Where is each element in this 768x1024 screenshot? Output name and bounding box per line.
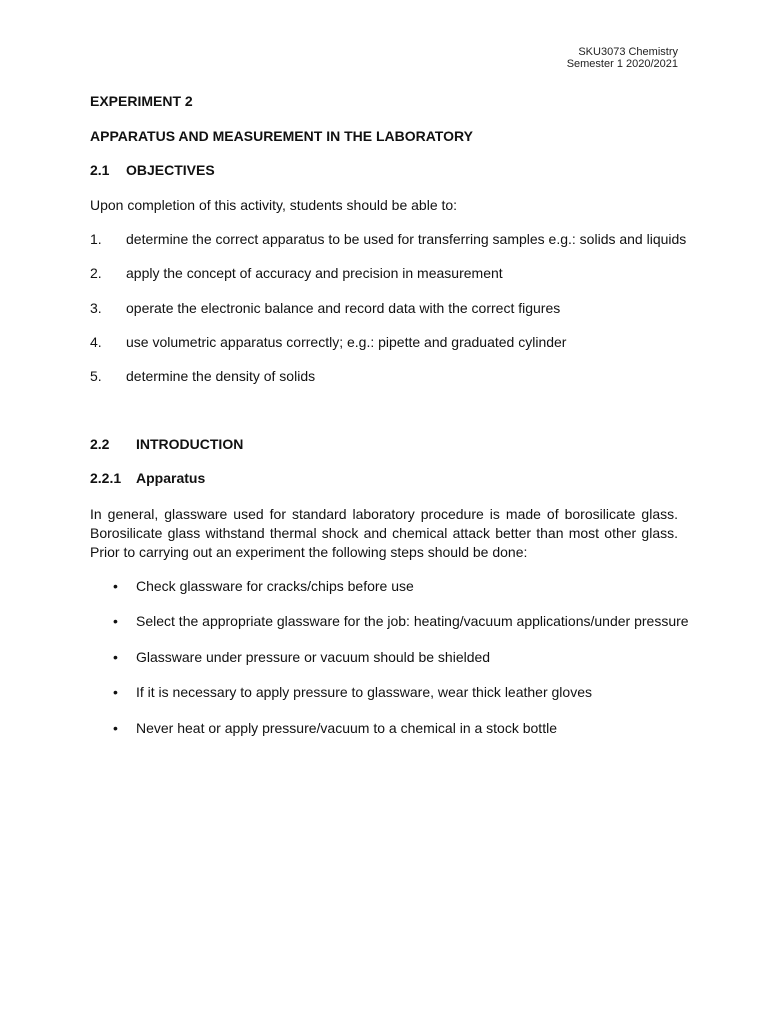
bullet-icon: • [113,578,118,594]
list-item-number: 4. [90,334,102,350]
page-header [567,46,678,70]
apparatus-heading: Apparatus [136,470,206,486]
list-item: determine the correct apparatus to be used for transferring samples e.g.: solids and liquids [126,231,687,247]
list-item: Check glassware for cracks/chips before use [136,578,414,594]
list-item: determine the density of solids [126,368,316,384]
semester-label: Semester 1 2020/2021 [566,58,678,70]
bullet-icon: • [113,649,118,665]
list-item: If it is necessary to apply pressure to glassware, wear thick leather gloves [136,684,592,700]
experiment-subtitle: APPARATUS AND MEASUREMENT IN THE LABORATORY [90,128,473,144]
list-item: apply the concept of accuracy and precision in measurement [126,265,503,281]
list-item: Select the appropriate glassware for the job: heating/vacuum applications/under pressure [136,613,689,629]
list-item-number: 2. [90,265,102,281]
list-item-number: 5. [90,368,102,384]
bullet-icon: • [113,720,118,736]
objectives-intro: Upon completion of this activity, students should be able to: [90,197,458,213]
apparatus-paragraph: In general, glassware used for standard laboratory procedure is made of borosilicate glass. Borosilicate glass withstand thermal shock and chemical attack better than most other glass. Prior to carrying out an experiment the following steps should be done: [90,506,678,560]
list-item-number: 3. [90,300,102,316]
list-item: Never heat or apply pressure/vacuum to a chemical in a stock bottle [136,720,557,736]
course-code: SKU3073 Chemistry [578,46,678,58]
objectives-section-number: 2.1 [90,162,110,178]
experiment-title: EXPERIMENT 2 [90,93,193,109]
apparatus-section-number: 2.2.1 [90,470,122,486]
bullet-icon: • [113,684,118,700]
introduction-section-number: 2.2 [90,436,110,452]
list-item: Glassware under pressure or vacuum should be shielded [136,649,491,665]
list-item: use volumetric apparatus correctly; e.g.: pipette and graduated cylinder [126,334,567,350]
bullet-icon: • [113,613,118,629]
introduction-heading: INTRODUCTION [136,436,244,452]
list-item: operate the electronic balance and record data with the correct figures [126,300,561,316]
list-item-number: 1. [90,231,102,247]
objectives-heading: OBJECTIVES [126,162,215,178]
